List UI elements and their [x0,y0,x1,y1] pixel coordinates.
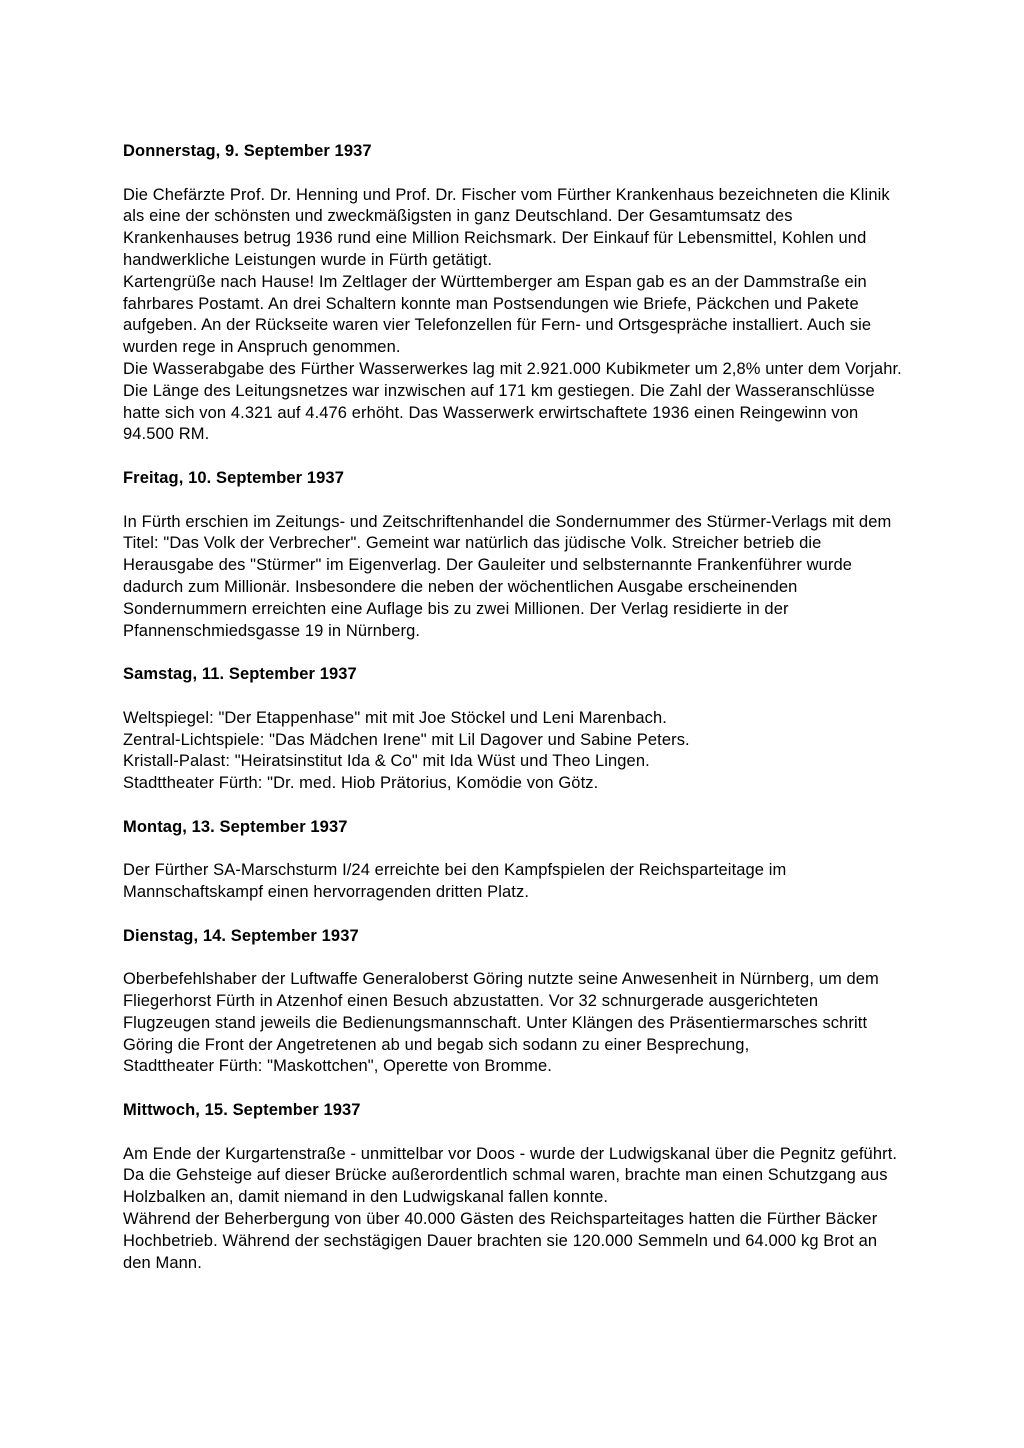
paragraph: Die Wasserabgabe des Fürther Wasserwerkes lag mit 2.921.000 Kubikmeter um 2,8% unter dem Vorjahr. Die Länge des Leitungsnetzes war inzwischen auf 171 km gestiegen. Die Zahl der Wasseranschlüsse hatte sich von 4.321 auf 4.476 erhöht. Das Wasserwerk erwirtschaftete 1936 einen Reingewinn von 94.500 RM. [123,359,902,444]
paragraph: Während der Beherbergung von über 40.000 Gästen des Reichsparteitages hatten die Fürther Bäcker Hochbetrieb. Während der sechstägigen Dauer brachten sie 120.000 Semmeln und 64.000 kg Brot an den Mann. [123,1210,878,1272]
paragraph: Am Ende der Kurgartenstraße - unmittelbar vor Doos - wurde der Ludwigskanal über die Pegnitz geführt. Da die Gehsteige auf dieser Brücke außerordentlich schmal waren, brachte man einen Schutzgang aus Holzbalken an, damit niemand in den Ludwigskanal fallen konnte. [123,1144,898,1207]
section-heading: Freitag, 10. September 1937 [123,468,344,487]
paragraph: Kartengrüße nach Hause! Im Zeltlager der Württemberger am Espan gab es an der Dammstraße ein fahrbares Postamt. An drei Schaltern konnte man Postsendungen wie Briefe, Päckchen und Pakete aufgeben. An der Rückseite waren vier Telefonzellen für Fern- und Ortsgespräche installiert. Auch sie wurden rege in Anspruch genommen. [123,272,872,357]
paragraph: Kristall-Palast: "Heiratsinstitut Ida & Co" mit Ida Wüst und Theo Lingen. [123,752,650,771]
paragraph: Der Fürther SA-Marschsturm I/24 erreichte bei den Kampfspielen der Reichsparteitage im Mannschaftskampf einen hervorragenden dritten Platz. [123,861,787,902]
section-heading: Mittwoch, 15. September 1937 [123,1101,361,1120]
section-mittwoch-15-september-1937 [123,1100,905,1274]
paragraph: Stadttheater Fürth: "Maskottchen", Operette von Bromme. [123,1057,552,1076]
section-montag-13-september-1937 [123,817,905,904]
section-heading: Montag, 13. September 1937 [123,817,348,836]
section-freitag-10-september-1937 [123,468,905,642]
section-dienstag-14-september-1937 [123,926,905,1079]
section-heading: Samstag, 11. September 1937 [123,665,357,684]
paragraph: Weltspiegel: "Der Etappenhase" mit mit Joe Stöckel und Leni Marenbach. [123,708,667,727]
section-heading: Dienstag, 14. September 1937 [123,926,359,945]
paragraph: In Fürth erschien im Zeitungs- und Zeitschriftenhandel die Sondernummer des Stürmer-Verlags mit dem Titel: "Das Volk der Verbrecher". Gemeint war natürlich das jüdische Volk. Streicher betrieb die Herausgabe des "Stürmer" im Eigenverlag. Der Gauleiter und selbsternannte Frankenführer wurde dadurch zum Millionär. Insbesondere die neben der wöchentlichen Ausgabe erscheinenden Sondernummern erreichten eine Auflage bis zu zwei Millionen. Der Verlag residierte in der Pfannenschmiedsgasse 19 in Nürnberg. [123,512,892,640]
section-donnerstag-9-september-1937 [123,141,905,446]
section-heading: Donnerstag, 9. September 1937 [123,142,372,160]
paragraph: Zentral-Lichtspiele: "Das Mädchen Irene" mit Lil Dagover und Sabine Peters. [123,730,690,749]
section-samstag-11-september-1937 [123,664,905,795]
paragraph: Die Chefärzte Prof. Dr. Henning und Prof. Dr. Fischer vom Fürther Krankenhaus bezeichneten die Klinik als eine der schönsten und zweckmäßigsten in ganz Deutschland. Der Gesamtumsatz des Krankenhauses betrug 1936 rund eine Million Reichsmark. Der Einkauf für Lebensmittel, Kohlen und handwerkliche Leistungen wurde in Fürth getätigt. [123,185,890,269]
paragraph: Stadttheater Fürth: "Dr. med. Hiob Prätorius, Komödie von Götz. [123,774,599,793]
paragraph: Oberbefehlshaber der Luftwaffe Generaloberst Göring nutzte seine Anwesenheit in Nürnberg, um dem Fliegerhorst Fürth in Atzenhof einen Besuch abzustatten. Vor 32 schnurgerade ausgerichteten Flugzeugen stand jeweils die Bedienungsmannschaft. Unter Klängen des Präsentiermarsches schritt Göring die Front der Angetretenen ab und begab sich sodann zu einer Besprechung, [123,970,879,1054]
